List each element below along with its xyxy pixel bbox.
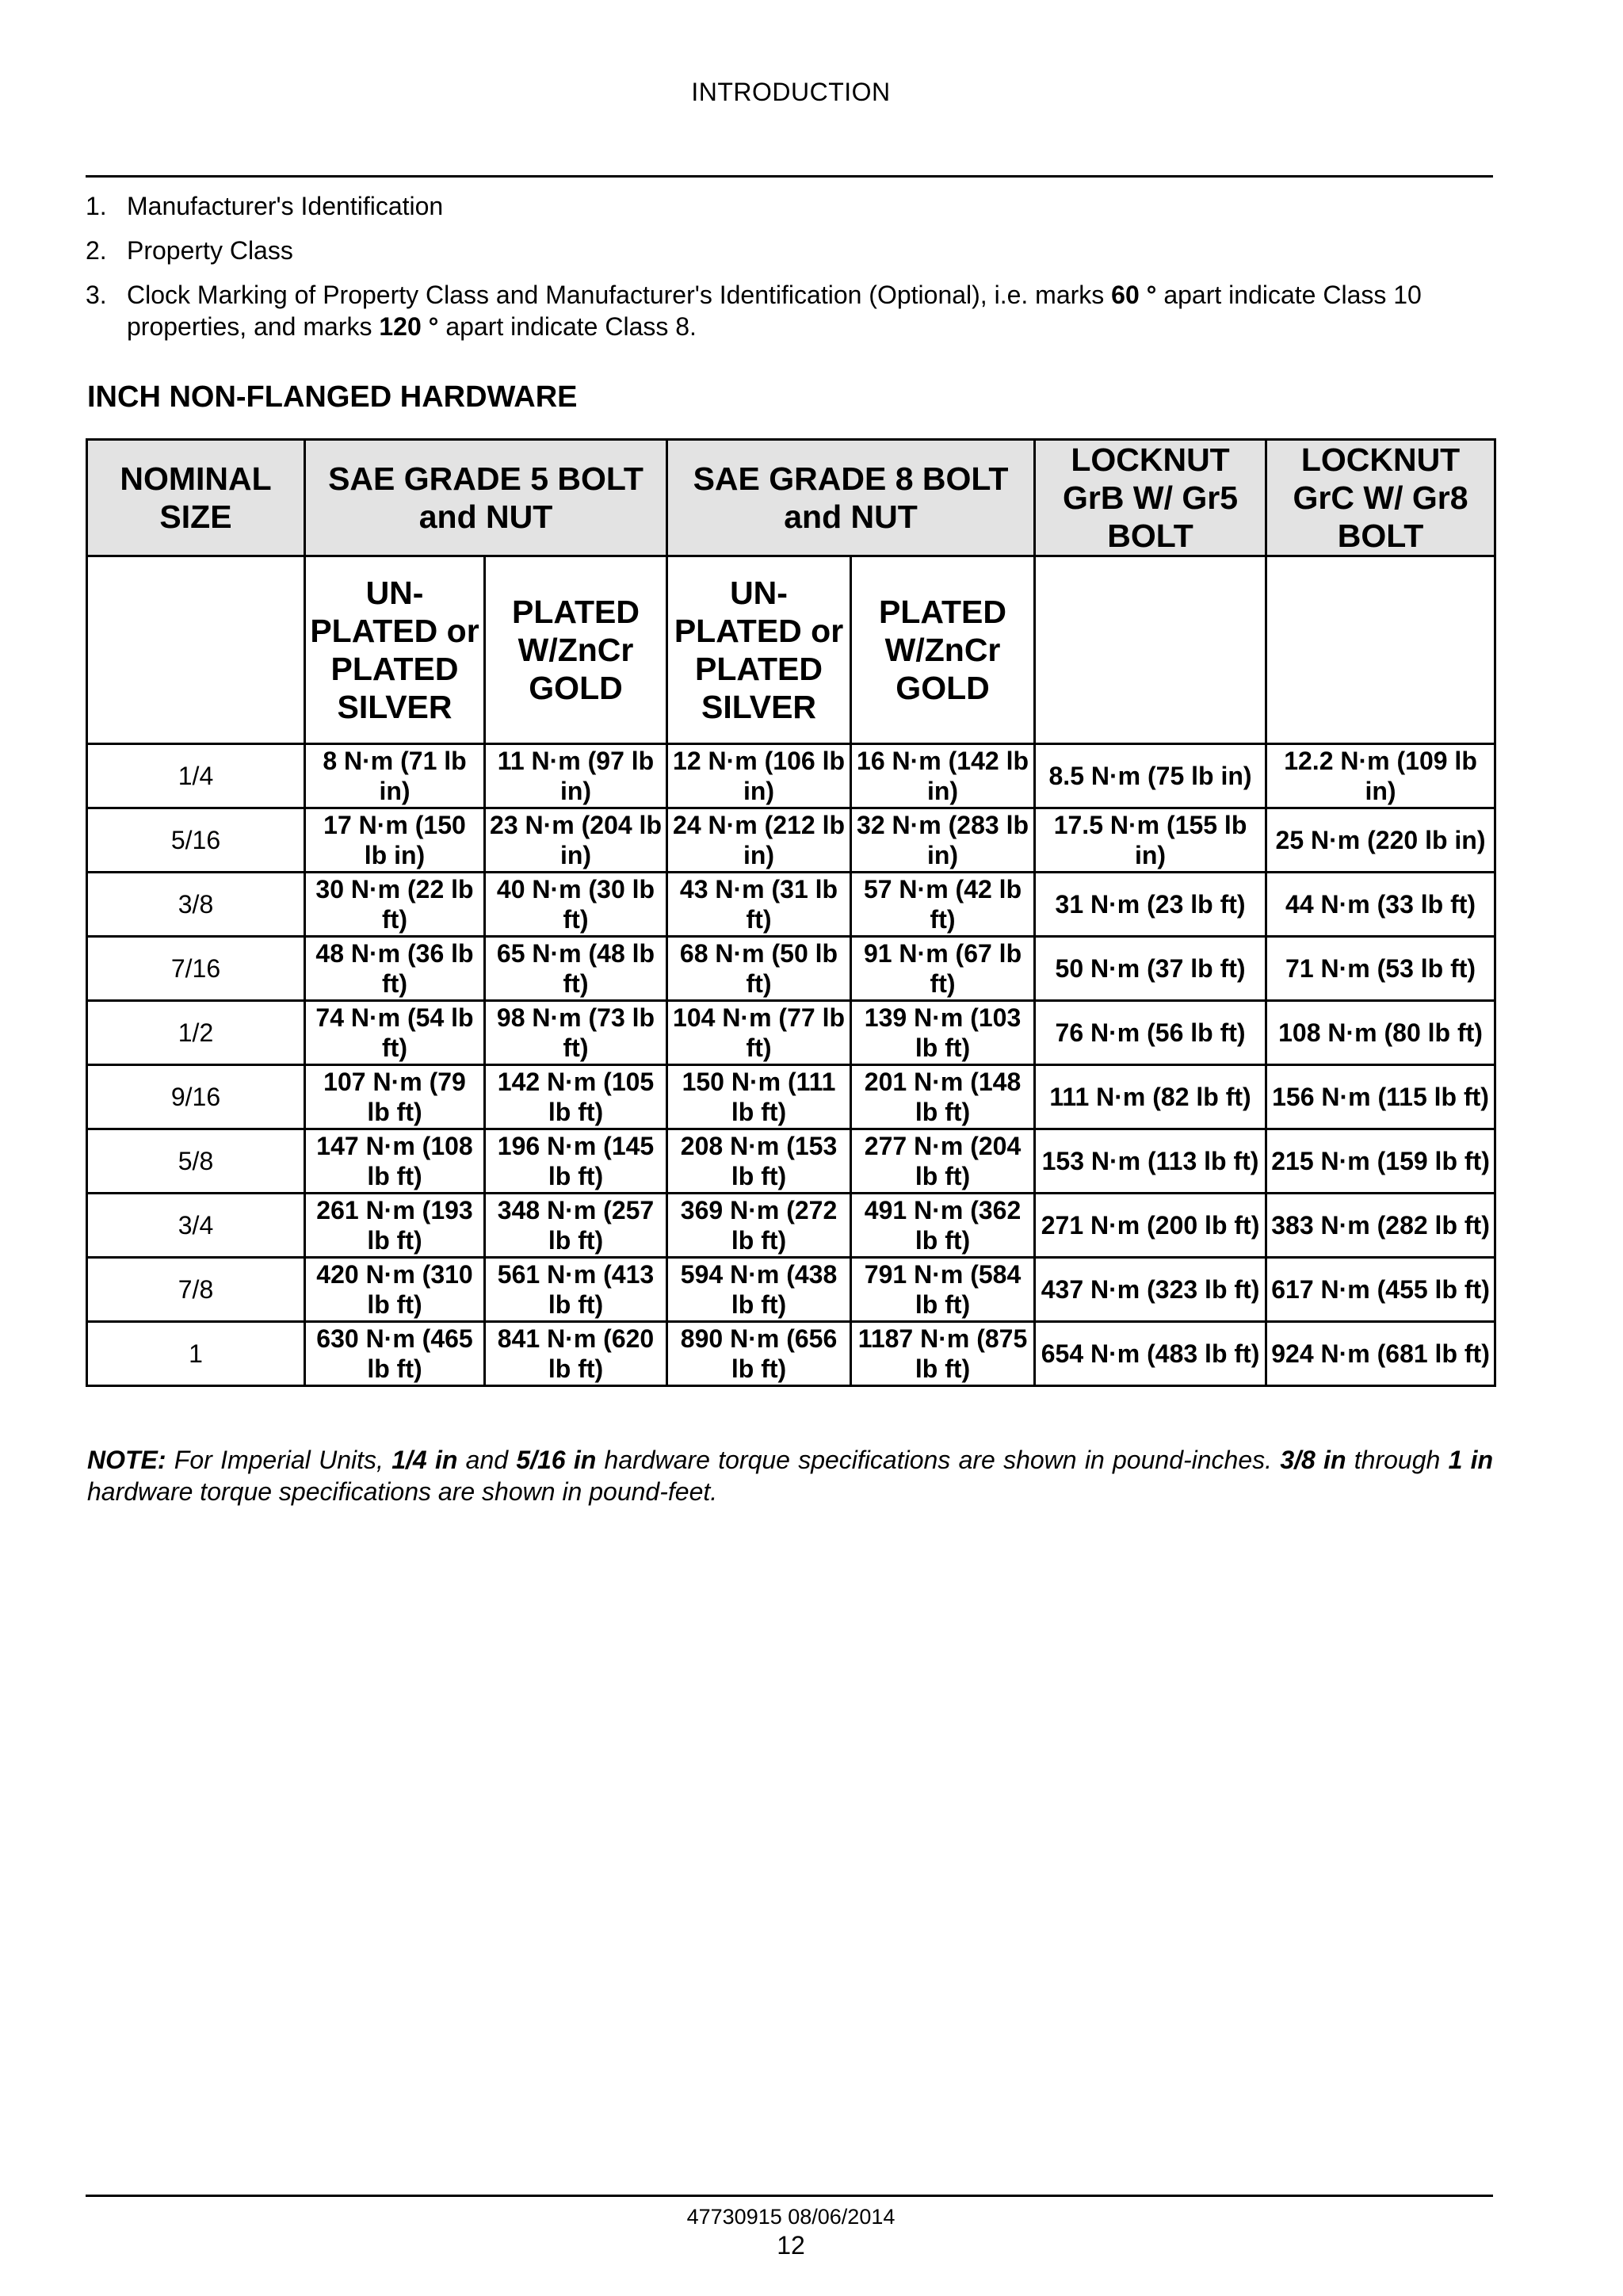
footer-rule bbox=[86, 2195, 1493, 2197]
torque-value-cell: 57 N·m (42 lb ft) bbox=[851, 873, 1035, 937]
torque-value-cell: 25 N·m (220 lb in) bbox=[1266, 808, 1495, 873]
torque-value-cell: 491 N·m (362 lb ft) bbox=[851, 1194, 1035, 1258]
torque-value-cell: 12.2 N·m (109 lb in) bbox=[1266, 744, 1495, 808]
torque-value-cell: 50 N·m (37 lb ft) bbox=[1035, 937, 1266, 1001]
torque-value-cell: 369 N·m (272 lb ft) bbox=[667, 1194, 851, 1258]
torque-value-cell: 40 N·m (30 lb ft) bbox=[485, 873, 667, 937]
torque-value-cell: 630 N·m (465 lb ft) bbox=[305, 1322, 485, 1386]
torque-value-cell: 76 N·m (56 lb ft) bbox=[1035, 1001, 1266, 1065]
torque-value-cell: 142 N·m (105 lb ft) bbox=[485, 1065, 667, 1129]
table-row bbox=[87, 1194, 1495, 1258]
note-paragraph bbox=[87, 1444, 1493, 1507]
torque-value-cell: 420 N·m (310 lb ft) bbox=[305, 1258, 485, 1322]
table-header-row bbox=[87, 440, 1495, 556]
torque-value-cell: 654 N·m (483 lb ft) bbox=[1035, 1322, 1266, 1386]
list-item-text bbox=[127, 279, 1493, 342]
list-item-number: 3. bbox=[86, 281, 107, 309]
nominal-size-cell: 1/2 bbox=[87, 1001, 305, 1065]
list-item-number: 2. bbox=[86, 236, 107, 265]
torque-value-cell: 348 N·m (257 lb ft) bbox=[485, 1194, 667, 1258]
torque-value-cell: 841 N·m (620 lb ft) bbox=[485, 1322, 667, 1386]
note-emphasis: 1/4 in bbox=[391, 1446, 458, 1474]
column-header-sae-grade-5: SAE GRADE 5 BOLT and NUT bbox=[305, 440, 667, 556]
torque-value-cell: 150 N·m (111 lb ft) bbox=[667, 1065, 851, 1129]
torque-value-cell: 91 N·m (67 lb ft) bbox=[851, 937, 1035, 1001]
list-item-text-part: apart indicate Class 8. bbox=[438, 312, 697, 341]
nominal-size-cell: 9/16 bbox=[87, 1065, 305, 1129]
torque-value-cell: 44 N·m (33 lb ft) bbox=[1266, 873, 1495, 937]
torque-value-cell: 65 N·m (48 lb ft) bbox=[485, 937, 667, 1001]
torque-value-cell: 383 N·m (282 lb ft) bbox=[1266, 1194, 1495, 1258]
torque-value-cell: 196 N·m (145 lb ft) bbox=[485, 1129, 667, 1194]
table-subheader-row bbox=[87, 556, 1495, 744]
subheader-cell: PLATED W/ZnCr GOLD bbox=[485, 556, 667, 744]
torque-value-cell: 139 N·m (103 lb ft) bbox=[851, 1001, 1035, 1065]
torque-value-cell: 12 N·m (106 lb in) bbox=[667, 744, 851, 808]
torque-value-cell: 271 N·m (200 lb ft) bbox=[1035, 1194, 1266, 1258]
list-item-number: 1. bbox=[86, 192, 107, 220]
torque-value-cell: 74 N·m (54 lb ft) bbox=[305, 1001, 485, 1065]
torque-value-cell: 23 N·m (204 lb in) bbox=[485, 808, 667, 873]
list-item-text: Property Class bbox=[127, 236, 293, 265]
torque-value-cell: 561 N·m (413 lb ft) bbox=[485, 1258, 667, 1322]
table-row bbox=[87, 808, 1495, 873]
section-heading: INCH NON-FLANGED HARDWARE bbox=[87, 380, 578, 414]
torque-value-cell: 156 N·m (115 lb ft) bbox=[1266, 1065, 1495, 1129]
column-header-locknut-grb: LOCKNUT GrB W/ Gr5 BOLT bbox=[1035, 440, 1266, 556]
list-item-text-part: apart indicate Class 10 properties, and marks bbox=[127, 281, 1422, 341]
note-emphasis: 3/8 in bbox=[1280, 1446, 1346, 1474]
nominal-size-cell: 5/16 bbox=[87, 808, 305, 873]
nominal-size-cell: 1/4 bbox=[87, 744, 305, 808]
angle-value: 120 ° bbox=[379, 312, 439, 341]
torque-value-cell: 24 N·m (212 lb in) bbox=[667, 808, 851, 873]
torque-value-cell: 71 N·m (53 lb ft) bbox=[1266, 937, 1495, 1001]
note-text: and bbox=[457, 1446, 517, 1474]
angle-value: 60 ° bbox=[1111, 281, 1157, 309]
page-number: 12 bbox=[777, 2231, 805, 2260]
torque-value-cell: 594 N·m (438 lb ft) bbox=[667, 1258, 851, 1322]
column-header-locknut-grc: LOCKNUT GrC W/ Gr8 BOLT bbox=[1266, 440, 1495, 556]
list-item-text-part: Clock Marking of Property Class and Manufacturer's Identification (Optional), i.e. marks bbox=[127, 281, 1112, 309]
torque-value-cell: 17 N·m (150 lb in) bbox=[305, 808, 485, 873]
table-row bbox=[87, 1258, 1495, 1322]
page-header-title: INTRODUCTION bbox=[691, 78, 891, 106]
subheader-cell bbox=[87, 556, 305, 744]
note-text: For Imperial Units, bbox=[166, 1446, 392, 1474]
header-rule bbox=[86, 175, 1493, 178]
torque-value-cell: 437 N·m (323 lb ft) bbox=[1035, 1258, 1266, 1322]
note-text: hardware torque specifications are shown in pound-inches. bbox=[596, 1446, 1281, 1474]
note-emphasis: 5/16 in bbox=[516, 1446, 597, 1474]
torque-value-cell: 16 N·m (142 lb in) bbox=[851, 744, 1035, 808]
torque-value-cell: 215 N·m (159 lb ft) bbox=[1266, 1129, 1495, 1194]
table-row bbox=[87, 937, 1495, 1001]
torque-value-cell: 17.5 N·m (155 lb in) bbox=[1035, 808, 1266, 873]
note-text: hardware torque specifications are shown in pound-feet. bbox=[87, 1477, 718, 1506]
note-emphasis: 1 in bbox=[1448, 1446, 1494, 1474]
torque-value-cell: 111 N·m (82 lb ft) bbox=[1035, 1065, 1266, 1129]
subheader-cell bbox=[1035, 556, 1266, 744]
nominal-size-cell: 7/16 bbox=[87, 937, 305, 1001]
torque-value-cell: 11 N·m (97 lb in) bbox=[485, 744, 667, 808]
list-item bbox=[86, 235, 1493, 266]
list-item-text: Manufacturer's Identification bbox=[127, 192, 444, 220]
column-header-nominal-size: NOMINAL SIZE bbox=[87, 440, 305, 556]
table-body bbox=[87, 744, 1495, 1386]
torque-value-cell: 924 N·m (681 lb ft) bbox=[1266, 1322, 1495, 1386]
torque-value-cell: 8 N·m (71 lb in) bbox=[305, 744, 485, 808]
subheader-cell: UN-PLATED or PLATED SILVER bbox=[667, 556, 851, 744]
torque-value-cell: 890 N·m (656 lb ft) bbox=[667, 1322, 851, 1386]
table-row bbox=[87, 1001, 1495, 1065]
torque-value-cell: 147 N·m (108 lb ft) bbox=[305, 1129, 485, 1194]
torque-value-cell: 153 N·m (113 lb ft) bbox=[1035, 1129, 1266, 1194]
torque-value-cell: 104 N·m (77 lb ft) bbox=[667, 1001, 851, 1065]
note-label: NOTE: bbox=[87, 1446, 166, 1474]
torque-value-cell: 1187 N·m (875 lb ft) bbox=[851, 1322, 1035, 1386]
torque-value-cell: 48 N·m (36 lb ft) bbox=[305, 937, 485, 1001]
intro-list bbox=[86, 190, 1493, 355]
torque-value-cell: 30 N·m (22 lb ft) bbox=[305, 873, 485, 937]
torque-value-cell: 68 N·m (50 lb ft) bbox=[667, 937, 851, 1001]
footer-document-reference: 47730915 08/06/2014 bbox=[686, 2205, 896, 2229]
torque-value-cell: 32 N·m (283 lb in) bbox=[851, 808, 1035, 873]
torque-value-cell: 261 N·m (193 lb ft) bbox=[305, 1194, 485, 1258]
torque-value-cell: 31 N·m (23 lb ft) bbox=[1035, 873, 1266, 937]
table-row bbox=[87, 1129, 1495, 1194]
table-row bbox=[87, 744, 1495, 808]
table-row bbox=[87, 1322, 1495, 1386]
nominal-size-cell: 3/8 bbox=[87, 873, 305, 937]
torque-value-cell: 107 N·m (79 lb ft) bbox=[305, 1065, 485, 1129]
nominal-size-cell: 5/8 bbox=[87, 1129, 305, 1194]
torque-value-cell: 8.5 N·m (75 lb in) bbox=[1035, 744, 1266, 808]
torque-table bbox=[86, 438, 1496, 1387]
torque-value-cell: 43 N·m (31 lb ft) bbox=[667, 873, 851, 937]
torque-value-cell: 108 N·m (80 lb ft) bbox=[1266, 1001, 1495, 1065]
torque-value-cell: 617 N·m (455 lb ft) bbox=[1266, 1258, 1495, 1322]
list-item bbox=[86, 279, 1493, 342]
torque-value-cell: 201 N·m (148 lb ft) bbox=[851, 1065, 1035, 1129]
nominal-size-cell: 7/8 bbox=[87, 1258, 305, 1322]
subheader-cell: UN-PLATED or PLATED SILVER bbox=[305, 556, 485, 744]
torque-value-cell: 277 N·m (204 lb ft) bbox=[851, 1129, 1035, 1194]
torque-value-cell: 791 N·m (584 lb ft) bbox=[851, 1258, 1035, 1322]
note-text: through bbox=[1346, 1446, 1449, 1474]
table-row bbox=[87, 1065, 1495, 1129]
table-row bbox=[87, 873, 1495, 937]
subheader-cell: PLATED W/ZnCr GOLD bbox=[851, 556, 1035, 744]
torque-value-cell: 98 N·m (73 lb ft) bbox=[485, 1001, 667, 1065]
column-header-sae-grade-8: SAE GRADE 8 BOLT and NUT bbox=[667, 440, 1035, 556]
subheader-cell bbox=[1266, 556, 1495, 744]
nominal-size-cell: 1 bbox=[87, 1322, 305, 1386]
nominal-size-cell: 3/4 bbox=[87, 1194, 305, 1258]
list-item bbox=[86, 190, 1493, 222]
torque-value-cell: 208 N·m (153 lb ft) bbox=[667, 1129, 851, 1194]
